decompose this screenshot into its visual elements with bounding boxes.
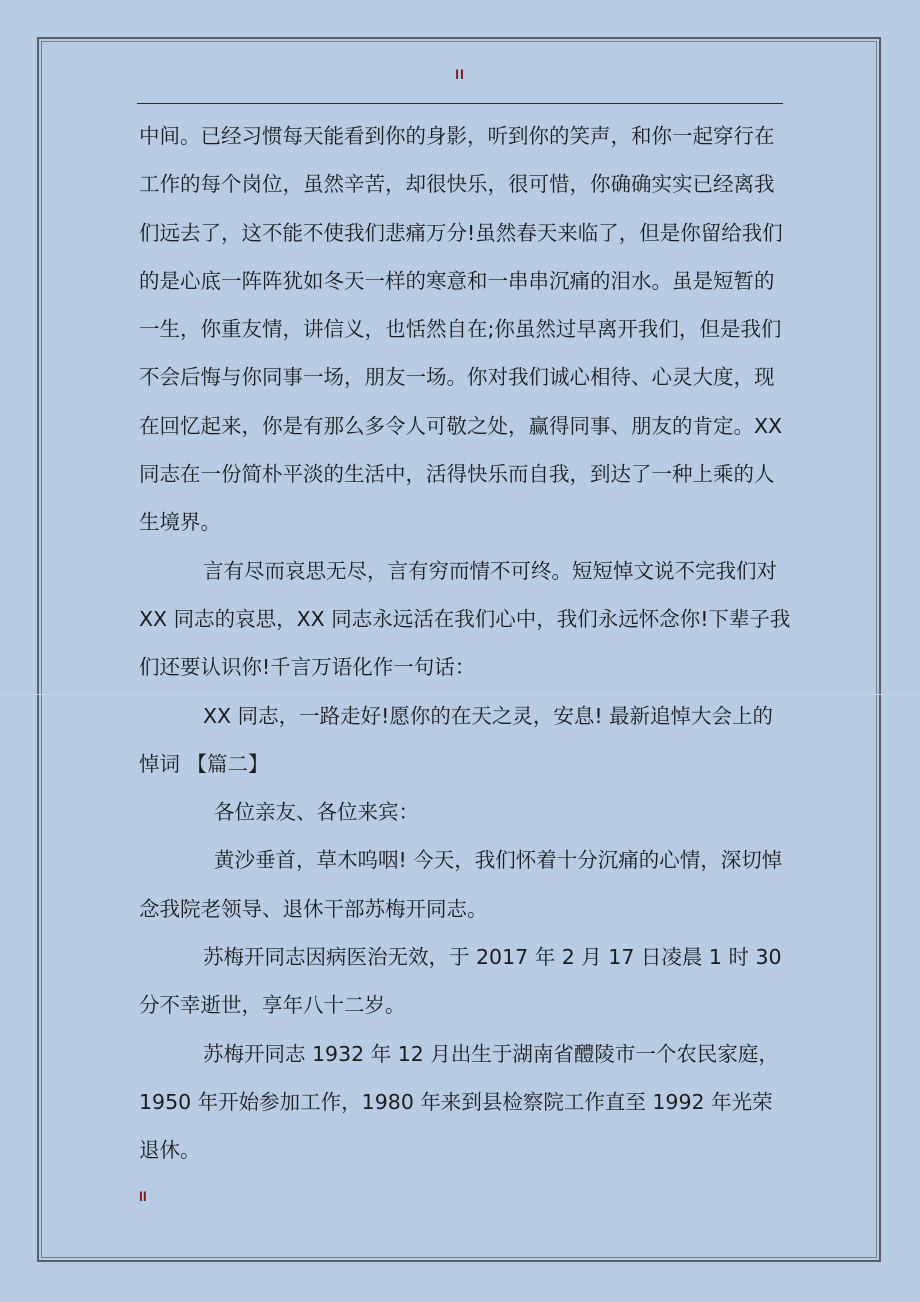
- paragraph-2: 言有尽而哀思无尽，言有穷而情不可终。短短悼文说不完我们对 XX 同志的哀思，XX 同志永远活在我们心中，我们永远怀念你!下辈子我们还要认识你!千言万语化作一句话：: [139, 558, 791, 680]
- header-mark: II: [455, 66, 465, 82]
- footer-mark: II: [139, 1188, 147, 1204]
- document-body: [139, 112, 791, 1175]
- salutation: 各位亲友、各位来宾：: [214, 800, 419, 825]
- paragraph-6: 苏梅开同志 1932 年 12 月出生于湖南省醴陵市一个农民家庭，1950 年开始参加工作，1980 年来到县检察院工作直至 1992 年光荣退休。: [139, 1041, 779, 1163]
- paragraph-1: 中间。已经习惯每天能看到你的身影，听到你的笑声，和你一起穿行在工作的每个岗位，虽然辛苦，却很快乐，很可惜，你确确实实已经离我们远去了，这不能不使我们悲痛万分!虽然春天来临了，但是你留给我们的是心底一阵阵犹如冬天一样的寒意和一串串沉痛的泪水。虽是短暂的一生，你重友情，讲信义，也恬然自在;你虽然过早离开我们，但是我们不会后悔与你同事一场，朋友一场。你对我们诚心相待、心灵大度，现在回忆起来，你是有那么多令人可敬之处，赢得同事、朋友的肯定。XX 同志在一份简朴平淡的生活中，活得快乐而自我，到达了一种上乘的人生境界。: [139, 124, 783, 535]
- paragraph-4: 黄沙垂首，草木呜咽! 今天，我们怀着十分沉痛的心情，深切悼念我院老领导、退休干部苏梅开同志。: [139, 848, 783, 921]
- paragraph-5: 苏梅开同志因病医治无效，于 2017 年 2 月 17 日凌晨 1 时 30 分不幸逝世，享年八十二岁。: [139, 945, 782, 1018]
- paragraph-3: XX 同志，一路走好!愿你的在天之灵，安息! 最新追悼大会上的悼词 【篇二】: [139, 703, 774, 776]
- header-rule: [137, 103, 783, 104]
